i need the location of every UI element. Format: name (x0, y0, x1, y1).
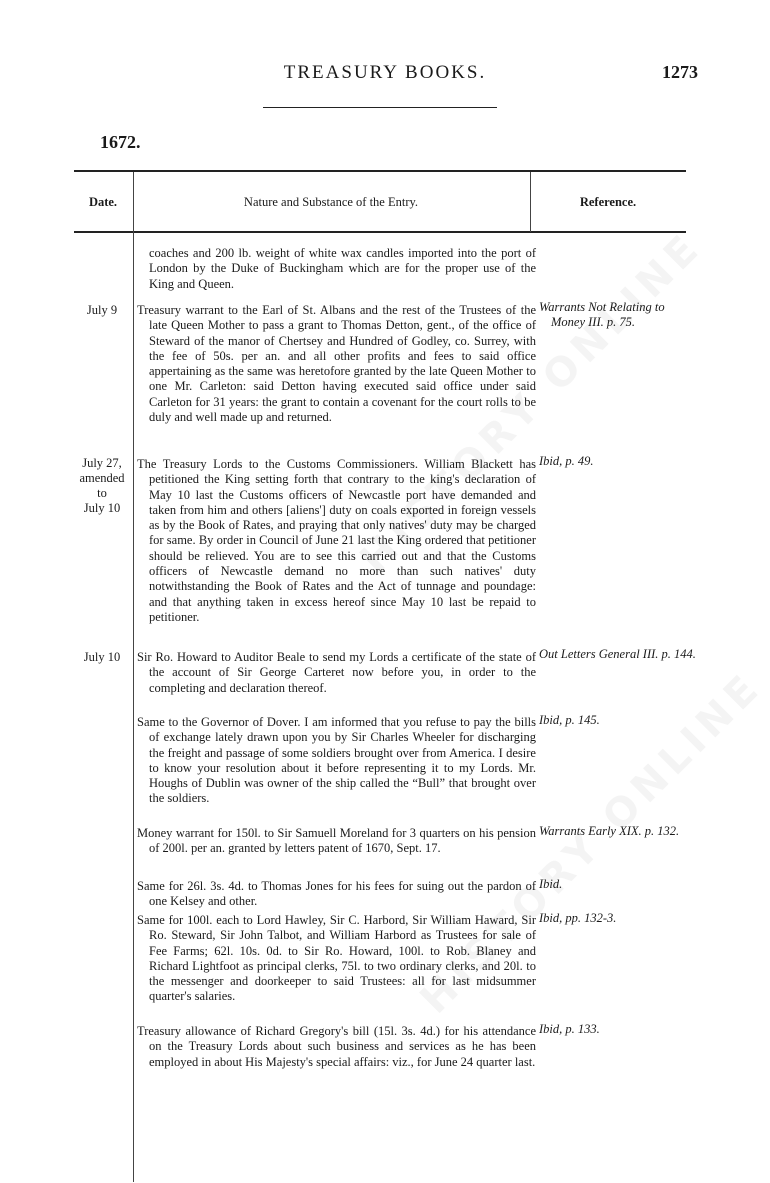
year-heading: 1672. (100, 132, 141, 152)
entry-text: Same for 26l. 3s. 4d. to Thomas Jones for his fees for suing out the pardon of one Kelsey and other. (137, 879, 536, 909)
running-title: TREASURY BOOKS. (283, 62, 487, 83)
table-header-rule (74, 231, 686, 233)
column-header-date: Date. (88, 195, 118, 209)
running-head (0, 62, 770, 88)
entry-text: Same to the Governor of Dover. I am informed that you refuse to pay the bills of exchange lately drawn upon you by Sir Charles Wheeler for discharging the freight and passage of some soldiers brought over from America. I desire to know your resolution about it before representing it to my Lords. Mr. Houghs of Dublin was owner of the ship called the “Bull” that brought over the soldiers. (137, 715, 536, 806)
entry-date (74, 303, 130, 318)
entry-date-line: July 10 (83, 501, 121, 515)
entry-date (74, 650, 130, 665)
entry-date-line: July 10 (83, 650, 121, 664)
entry-reference: Ibid, p. 133. (539, 1022, 600, 1036)
column-header-nature: Nature and Substance of the Entry. (243, 195, 419, 209)
entry-reference: Warrants Not Relating to Money III. p. 75. (539, 300, 665, 330)
header-rule (263, 107, 497, 108)
entry-date-line: amended (79, 471, 125, 485)
entry-date-line: to (97, 486, 107, 500)
entry-reference: Ibid. (539, 877, 563, 891)
column-header-reference: Reference. (579, 195, 637, 209)
table-top-rule (74, 170, 686, 172)
entry-reference: Ibid, p. 145. (539, 713, 600, 727)
entry-text: Sir Ro. Howard to Auditor Beale to send my Lords a certificate of the state of the account of Sir George Carteret now before you, in order to the completing and declaration thereof. (137, 650, 536, 695)
entry-text: The Treasury Lords to the Customs Commissioners. William Blackett has petitioned the King setting forth that contrary to the king's declaration of May 10 last the Customs officers of Newcastle port have demanded and taken from him and others [aliens'] duty on coals exported in foreign vessels as by the Book of Rates, and praying that only natives' duty may be charged for same. By order in Council of June 21 last the King ordered that petitioner should be relieved. You are to see this carried out and that the Customs officers of Newcastle demand no more than such natives' duty notwithstanding the Book of Rates and the Act of tunnage and poundage: and that anything taken in excess hereof since May 10 last be repaid to petitioner. (137, 457, 536, 624)
entry-reference: Ibid, pp. 132-3. (539, 911, 617, 925)
entry-date-line: July 27, (82, 456, 122, 470)
entry-text: coaches and 200 lb. weight of white wax candles imported into the port of London by the Duke of Buckingham which are for the proper use of the King and Queen. (149, 246, 536, 291)
entry-date-line: July 9 (86, 303, 118, 317)
entry-text: Treasury warrant to the Earl of St. Albans and the rest of the Trustees of the late Queen Mother to pass a grant to Thomas Detton, gent., of the office of Steward of the manor of Chertsey and Hundred of Godley, co. Surrey, with the fee of 50s. per an. and all other profits and fees to said office appertaining as the same was heretofore granted by the late Queen Mother to one Mr. Carleton: said Detton having executed said office under said Carleton for 31 years: the grant to contain a covenant for the court rolls to be duly and well made up and returned. (137, 303, 536, 425)
entry-text: Same for 100l. each to Lord Hawley, Sir C. Harbord, Sir William Haward, Sir Ro. Steward, Sir John Talbot, and William Harbord as Trustees for sale of Fee Farms; 62l. 10s. 0d. to Sir Ro. Howard, 100l. to Rob. Blaney and Richard Lightfoot as principal clerks, 75l. to two ordinary clerks, and 20l. to the messenger and doorkeeper to said Trustees: all for last midsummer quarter's salaries. (137, 913, 536, 1004)
entry-reference: Warrants Early XIX. p. 132. (539, 824, 680, 838)
page-number: 1273 (662, 62, 698, 82)
entry-reference: Out Letters General III. p. 144. (539, 647, 696, 661)
entry-reference: Ibid, p. 49. (539, 454, 594, 468)
entry-date (74, 456, 130, 516)
entry-text: Treasury allowance of Richard Gregory's bill (15l. 3s. 4d.) for his attendance on the Treasury Lords about such business and services as he has been employed in about His Majesty's special affairs: viz., for June 24 quarter last. (137, 1024, 536, 1069)
column-divider-date (133, 172, 134, 1182)
entry-text: Money warrant for 150l. to Sir Samuell Moreland for 3 quarters on his pension of 200l. per an. granted by letters patent of 1670, Sept. 17. (137, 826, 536, 856)
